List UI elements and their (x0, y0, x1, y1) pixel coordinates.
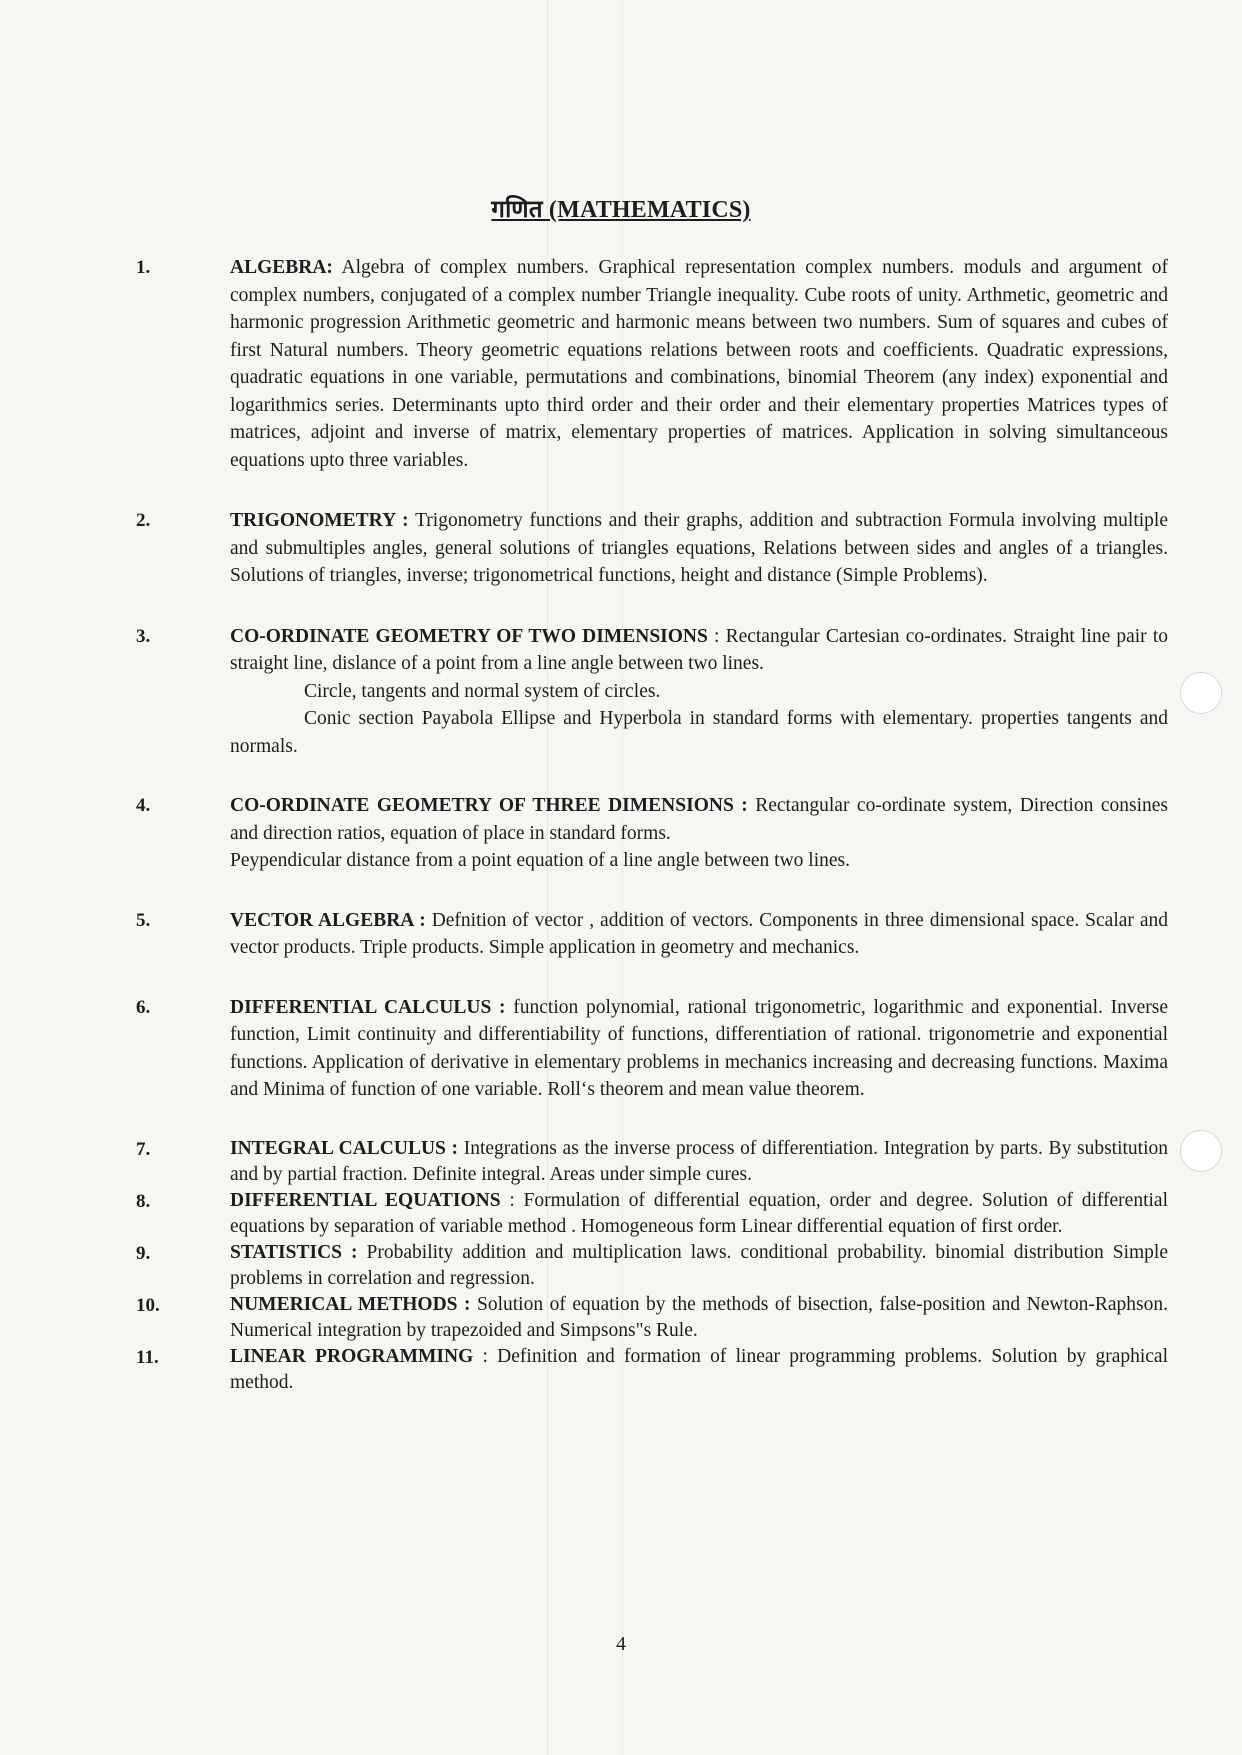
section-heading: CO-ORDINATE GEOMETRY OF THREE DIMENSIONS : (230, 795, 748, 816)
section-heading: STATISTICS : (230, 1241, 358, 1263)
section-heading: LINEAR PROGRAMMING (230, 1345, 474, 1367)
section-text: : Definition and formation of linear programming problems. Solution by graphical method. (230, 1345, 1168, 1393)
section-coordinate-geometry-3d (136, 792, 1168, 875)
section-body (230, 994, 1168, 1104)
section-body (230, 1188, 1168, 1240)
section-heading: DIFFERENTIAL CALCULUS : (230, 996, 506, 1018)
section-number: 10. (136, 1294, 160, 1316)
section-body (230, 1344, 1168, 1396)
section-text: Defnition of vector , addition of vectors. Components in three dimensional space. Scalar and vector products. Triple products. Simple application in geometry and mechanics. (230, 909, 1168, 958)
section-body (230, 907, 1168, 962)
punch-hole (1180, 672, 1222, 714)
section-linear-programming (136, 1344, 1168, 1396)
section-text: Solution of equation by the methods of bisection, false-position and Newton-Raphson. Numerical integration by trapezoided and Simpsons"s Rule. (230, 1293, 1168, 1341)
syllabus-sections (136, 254, 1168, 1396)
section-heading: INTEGRAL CALCULUS : (230, 1137, 459, 1159)
section-trigonometry (136, 507, 1168, 590)
section-heading: NUMERICAL METHODS : (230, 1293, 471, 1315)
section-body (230, 792, 1168, 875)
section-text: : Formulation of differential equation, order and degree. Solution of differential equations by separation of variable method . Homogeneous form Linear differential equation of first order. (230, 1189, 1168, 1237)
section-differential-calculus (136, 994, 1168, 1104)
section-numerical-methods (136, 1292, 1168, 1344)
section-heading: ALGEBRA: (230, 257, 333, 278)
section-heading: DIFFERENTIAL EQUATIONS (230, 1189, 501, 1211)
page-title: गणित (MATHEMATICS) (491, 197, 751, 223)
section-body (230, 1136, 1168, 1188)
section-text: : Rectangular Cartesian co-ordinates. Straight line pair to straight line, dislance of a point from a line angle between two lines. (230, 625, 1168, 674)
section-number: 1. (136, 257, 151, 278)
section-number: 11. (136, 1346, 159, 1368)
section-number: 9. (136, 1242, 151, 1264)
section-differential-equations (136, 1188, 1168, 1240)
section-heading: CO-ORDINATE GEOMETRY OF TWO DIMENSIONS (230, 625, 708, 647)
section-statistics (136, 1240, 1168, 1292)
section-number: 6. (136, 996, 151, 1018)
section-text: Rectangular co-ordinate system, Direction consines and direction ratios, equation of place in standard forms. (230, 795, 1168, 844)
section-heading: VECTOR ALGEBRA : (230, 909, 426, 931)
section-number: 4. (136, 795, 151, 816)
section-body (230, 1240, 1168, 1292)
section-text: Algebra of complex numbers. Graphical representation complex numbers. moduls and argument of complex numbers, conjugated of a complex number Triangle inequality. Cube roots of unity. Arthmetic, geometric and harmonic progression Arithmetic geometric and harmonic means between two numbers. Sum of squares and cubes of first Natural numbers. Theory geometric equations relations between roots and coefficients. Quadratic expressions, quadratic equations in one variable, permutations and combinations, binomial Theorem (any index) exponential and logarithmics series. Determinants upto third order and their order and their elementary properties Matrices types of matrices, adjoint and inverse of matrix, elementary properties of matrices. Application in solving simultanceous equations upto three variables. (230, 257, 1168, 471)
punch-hole (1180, 1130, 1222, 1172)
section-paragraph (230, 792, 1168, 847)
section-subparagraph: Circle, tangents and normal system of circles. (304, 680, 661, 702)
section-text: function polynomial, rational trigonometric, logarithmic and exponential. Inverse function, Limit continuity and differentiability of functions, differentiation of rational. trigonometrie and exponential functions. Application of derivative in elementary problems in mechanics increasing and decreasing functions. Maxima and Minima of function of one variable. Roll‘s theorem and mean value theorem. (230, 996, 1168, 1100)
section-paragraph (230, 623, 1168, 678)
section-text: Integrations as the inverse process of differentiation. Integration by parts. By substitution and by partial fraction. Definite integral. Areas under simple cures. (230, 1137, 1168, 1185)
section-text: Trigonometry functions and their graphs, addition and subtraction Formula involving multiple and submultiples angles, general solutions of triangles equations, Relations between sides and angles of a triangles. Solutions of triangles, inverse; trigonometrical functions, height and distance (Simple Problems). (230, 510, 1168, 586)
page-number: 4 (616, 1633, 626, 1655)
section-number: 7. (136, 1138, 151, 1160)
section-text: Probability addition and multiplication laws. conditional probability. binomial distribution Simple problems in correlation and regression. (230, 1241, 1168, 1289)
section-heading: TRIGONOMETRY : (230, 510, 409, 531)
section-body (230, 254, 1168, 474)
section-body (230, 1292, 1168, 1344)
section-subparagraph: Peypendicular distance from a point equation of a line angle between two lines. (230, 850, 851, 871)
section-number: 8. (136, 1190, 151, 1212)
section-body (230, 507, 1168, 590)
section-subparagraph: Conic section Payabola Ellipse and Hyperbola in standard forms with elementary. properties tangents and normals. (230, 708, 1168, 757)
section-number: 5. (136, 909, 151, 931)
section-vector-algebra (136, 907, 1168, 962)
section-number: 3. (136, 625, 151, 647)
section-algebra (136, 254, 1168, 474)
section-body (230, 623, 1168, 761)
section-coordinate-geometry-2d (136, 623, 1168, 761)
section-integral-calculus (136, 1136, 1168, 1188)
section-number: 2. (136, 510, 151, 531)
